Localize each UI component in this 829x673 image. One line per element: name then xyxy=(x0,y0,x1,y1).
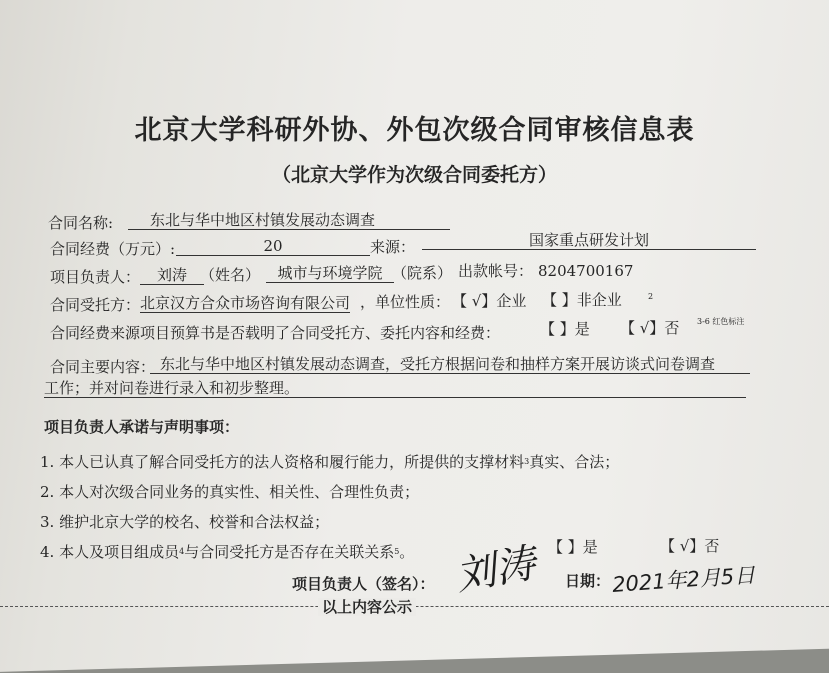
relation-no: 【 √】否 xyxy=(660,537,720,555)
pledge-heading: 项目负责人承诺与声明事项： xyxy=(44,418,240,436)
relation-yes: 【 】是 xyxy=(548,538,598,556)
unit-nature-label: ，单位性质： xyxy=(360,293,451,311)
fee-source-label: 来源： xyxy=(370,238,416,256)
pledge-item-4: 4. 本人及项目组成员$^4$与合同受托方是否存在关联关系$^5$。 xyxy=(40,543,415,561)
trustee-footnote: 2 xyxy=(648,292,654,301)
account-label: 出款帐号： xyxy=(458,262,534,280)
date-label: 日期： xyxy=(565,572,611,590)
page-subtitle: （北京大学作为次级合同委托方） xyxy=(271,164,557,186)
pi-dept-suffix: （院系） xyxy=(392,264,453,282)
signature-handwriting: 刘涛 xyxy=(452,540,539,600)
pi-dept: 城市与环境学院 xyxy=(266,264,394,283)
budget-footnote: 3-6 红色标注 xyxy=(697,317,745,326)
content-label: 合同主要内容： xyxy=(50,358,156,376)
content-line2: 工作；并对问卷进行录入和初步整理。 xyxy=(44,379,746,398)
enterprise-check: 【 √】企业 xyxy=(452,292,527,310)
pledge-item-2: 2. 本人对次级合同业务的真实性、相关性、合理性负责； xyxy=(40,483,420,501)
account-value: 8204700167 xyxy=(538,262,634,280)
pi-name: 刘涛 xyxy=(140,266,204,285)
contract-name-label: 合同名称: xyxy=(48,214,114,232)
trustee-value: 北京汉方合众市场咨询有限公司 xyxy=(140,294,351,312)
contract-name-value: 东北与华中地区村镇发展动态调查 xyxy=(128,211,450,230)
date-handwriting: 2021年2月5日 xyxy=(611,563,756,597)
pledge-item-3: 3. 维护北京大学的校名、校誉和合法权益； xyxy=(40,513,330,531)
budget-question: 合同经费来源项目预算书是否载明了合同受托方、委托内容和经费： xyxy=(50,324,501,342)
budget-yes: 【 】是 xyxy=(540,320,590,338)
contract-fee-label: 合同经费（万元）: xyxy=(50,240,176,258)
trustee-label: 合同受托方： xyxy=(50,296,141,314)
pi-name-suffix: （姓名） xyxy=(200,266,261,284)
page-title: 北京大学科研外协、外包次级合同审核信息表 xyxy=(134,115,695,146)
fee-source-value: 国家重点研发计划 xyxy=(422,231,756,250)
footer-note: 以上内容公示 xyxy=(318,598,416,616)
pledge-item-1: 1. 本人已认真了解合同受托方的法人资格和履行能力，所提供的支撑材料$^3$真实、合法； xyxy=(40,453,620,471)
content-line1: 东北与华中地区村镇发展动态调查，受托方根据问卷和抽样方案开展访谈式问卷调查 xyxy=(150,355,750,374)
non-enterprise-check: 【 】非企业 xyxy=(542,291,622,309)
budget-no: 【 √】否 xyxy=(620,319,680,337)
signature-label: 项目负责人（签名）： xyxy=(292,575,435,593)
contract-fee-value: 20 xyxy=(176,237,370,256)
pi-label: 项目负责人： xyxy=(50,268,141,286)
